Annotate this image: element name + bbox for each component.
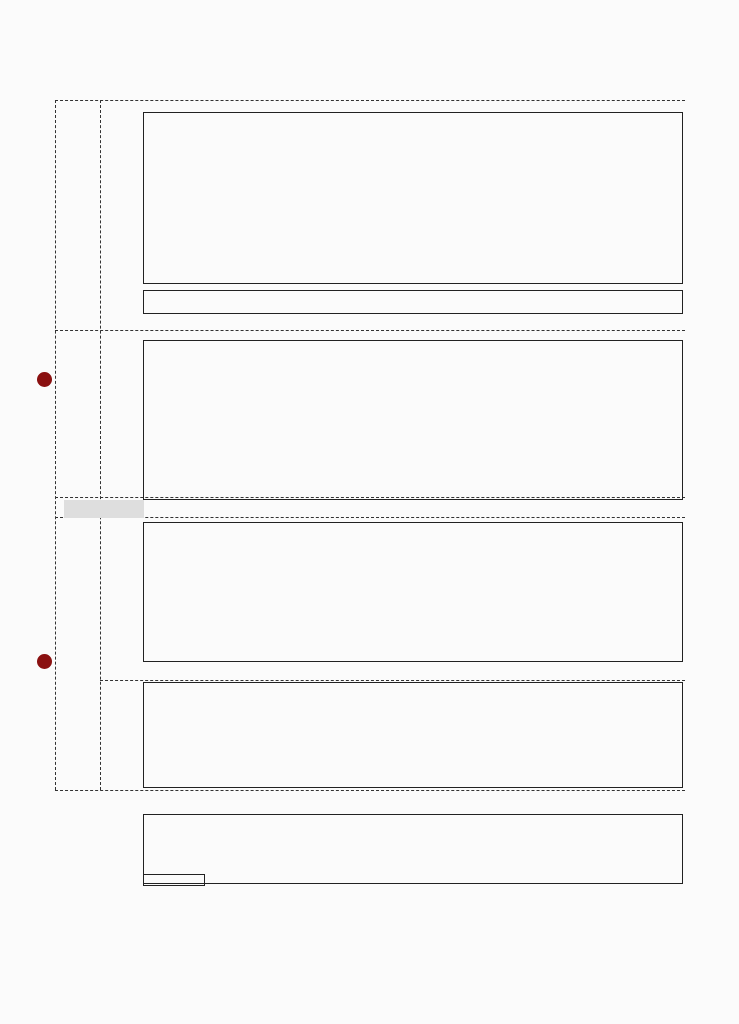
- labour-table: [143, 112, 683, 284]
- frame-bottom-line: [55, 790, 685, 791]
- frame-left-line: [55, 100, 56, 790]
- frame-top-line: [55, 100, 685, 101]
- divider-other: [100, 680, 685, 681]
- timber-table: [143, 522, 683, 662]
- frame-inner-line: [100, 100, 101, 790]
- divider-capital: [55, 330, 685, 331]
- gap-bar: [64, 500, 144, 518]
- other-table: [143, 682, 683, 788]
- divider-returns: [55, 517, 685, 518]
- binder-hole-bottom: [37, 654, 52, 669]
- labour-subtotal-box: [143, 290, 683, 314]
- net-income-box: [143, 874, 205, 886]
- binder-hole-top: [37, 372, 52, 387]
- income-table: [143, 814, 683, 884]
- capital-table: [143, 340, 683, 500]
